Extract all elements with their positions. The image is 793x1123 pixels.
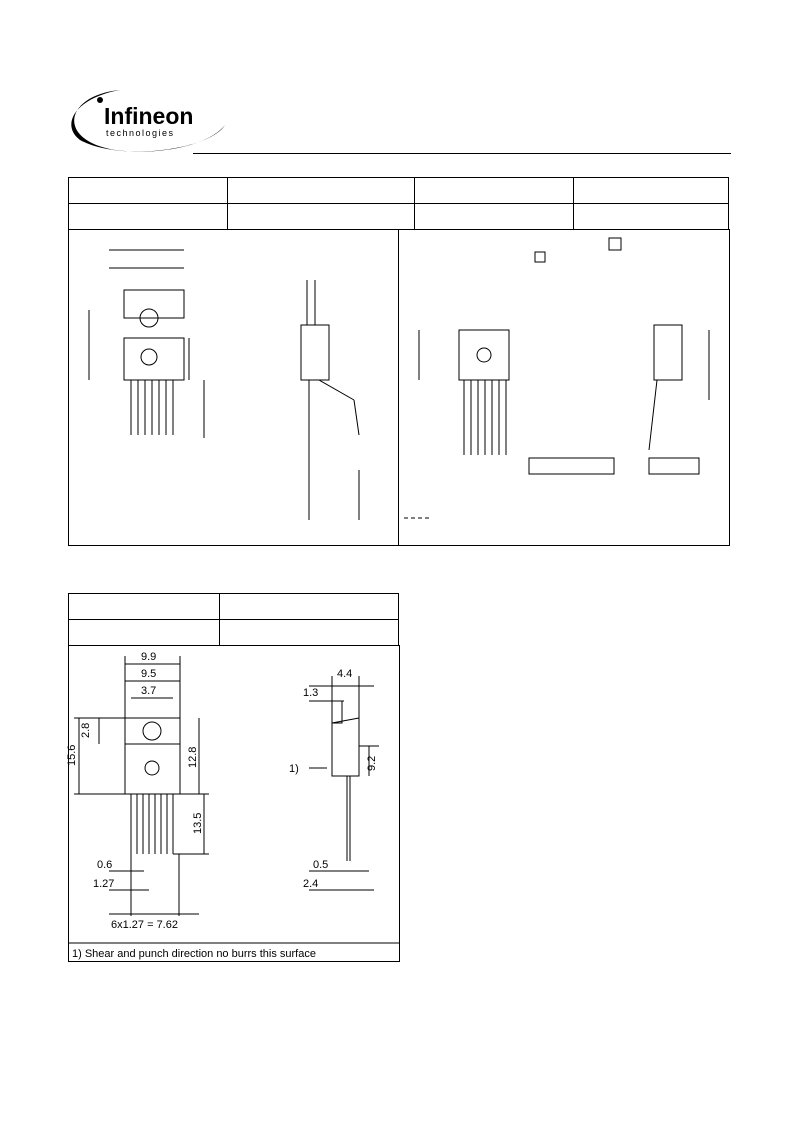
header-rule — [193, 153, 731, 154]
package-outline-drawing — [69, 230, 399, 545]
cell — [69, 178, 228, 204]
cell — [415, 204, 574, 230]
dim-1.3: 1.3 — [303, 687, 319, 699]
dim-15.6: 15.6 — [66, 744, 78, 766]
package-drawing-left — [68, 229, 400, 546]
dim-1.27: 1.27 — [93, 878, 115, 890]
top-header-table — [68, 177, 729, 230]
dim-2.8: 2.8 — [80, 722, 92, 738]
dim-9.2: 9.2 — [366, 755, 378, 771]
infineon-logo — [60, 80, 230, 160]
dim-3.7: 3.7 — [141, 685, 157, 697]
cell — [415, 178, 574, 204]
dim-12.8: 12.8 — [187, 746, 199, 768]
footnote: 1) Shear and punch direction no burrs this surface — [72, 948, 316, 960]
cell — [574, 178, 729, 204]
dim-0.6: 0.6 — [97, 859, 113, 871]
dimension-drawing-svg — [66, 646, 399, 961]
cell — [228, 204, 415, 230]
cell — [220, 594, 399, 620]
cell — [220, 620, 399, 646]
dim-4.4: 4.4 — [337, 668, 353, 680]
note-ref: 1) — [289, 763, 299, 775]
dimensioned-drawing — [68, 645, 400, 962]
dim-9.9: 9.9 — [141, 651, 157, 663]
cell — [69, 204, 228, 230]
dim-0.5: 0.5 — [313, 859, 329, 871]
logo-subtext: technologies — [106, 128, 175, 138]
cell — [574, 204, 729, 230]
dim-13.5: 13.5 — [192, 812, 204, 834]
bottom-header-table — [68, 593, 399, 646]
cell — [69, 594, 220, 620]
package-outline-drawing-2 — [399, 230, 729, 545]
dim-9.5: 9.5 — [141, 668, 157, 680]
logo-text: Infineon — [104, 103, 194, 129]
package-drawing-right — [398, 229, 730, 546]
cell — [69, 620, 220, 646]
dim-span: 6x1.27 = 7.62 — [111, 919, 178, 931]
cell — [228, 178, 415, 204]
dim-2.4: 2.4 — [303, 878, 319, 890]
